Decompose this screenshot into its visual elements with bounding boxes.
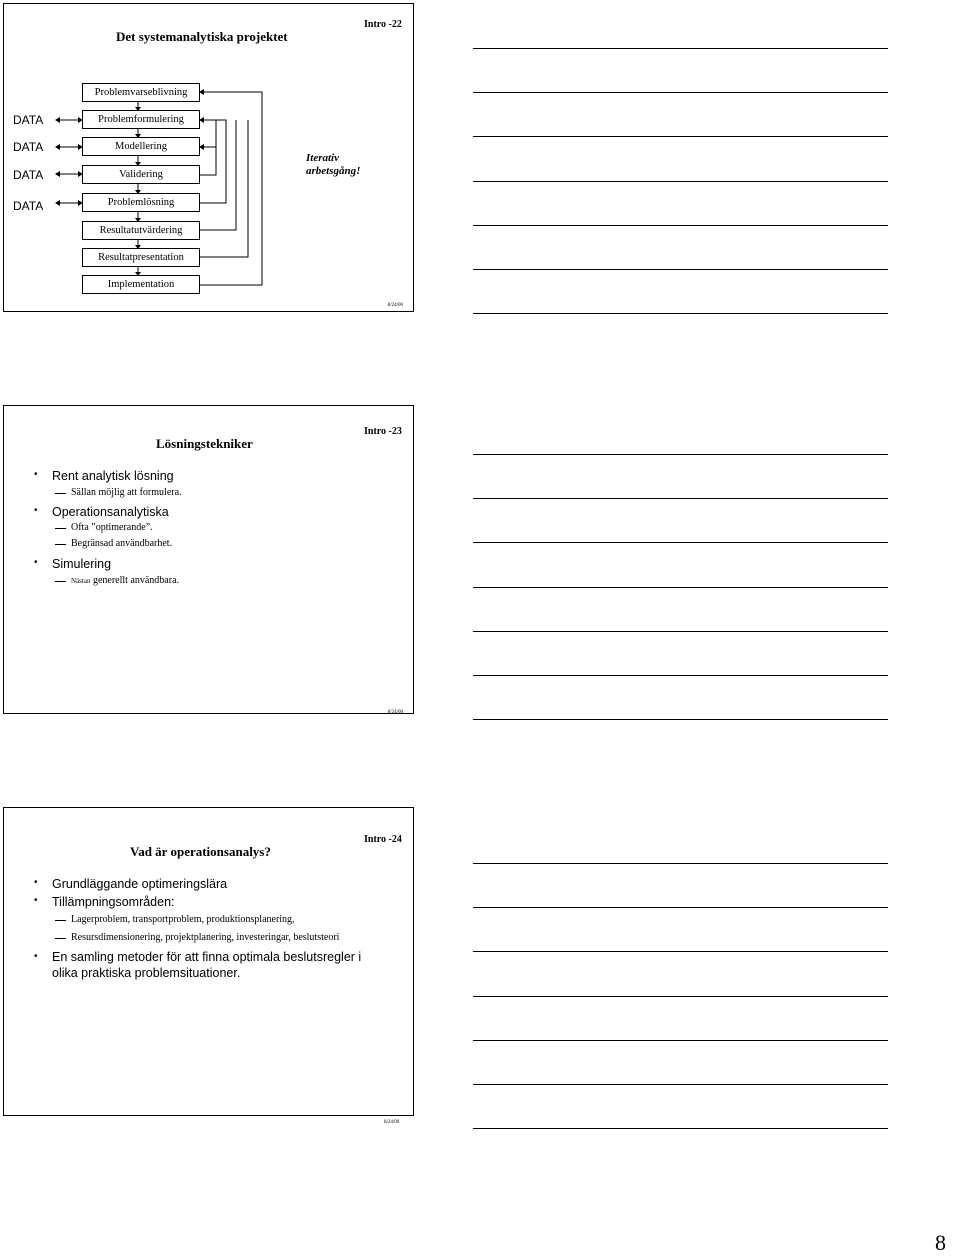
note-line (473, 498, 888, 499)
note-line (473, 542, 888, 543)
note-line (473, 313, 888, 314)
iterative-note-line2: arbetsgång! (306, 165, 361, 177)
data-label: DATA (13, 113, 44, 127)
step-resultatpresentation: Resultatpresentation (82, 248, 200, 267)
slide-intro-23 (3, 405, 414, 714)
iterative-note-line1: Iterativ (306, 152, 339, 164)
sub-text: Ofta ”optimerande”. (71, 522, 153, 533)
step-validering: Validering (82, 165, 200, 184)
slide-intro-22 (3, 3, 414, 312)
bullet-text: Tillämpningsområden: (52, 895, 175, 909)
sub-bullet (71, 914, 295, 925)
note-line (473, 951, 888, 952)
note-line (473, 1084, 888, 1085)
bullet-rent-analytisk: • Rent analytisk lösning (34, 469, 174, 483)
note-line (473, 587, 888, 588)
slide-date: 8/24/00 (387, 710, 403, 715)
note-line (473, 136, 888, 137)
bullet-text: Grundläggande optimeringslära (52, 877, 228, 891)
bullet-operationsanalytiska: • Operationsanalytiska (34, 505, 169, 519)
data-label: DATA (13, 199, 44, 213)
note-line (473, 92, 888, 93)
sub-bullet (71, 522, 153, 533)
step-problemlosning: Problemlösning (82, 193, 200, 212)
note-line (473, 996, 888, 997)
note-line (473, 454, 888, 455)
note-line (473, 907, 888, 908)
data-label: DATA (13, 168, 44, 182)
iterative-note (306, 152, 360, 178)
note-line (473, 631, 888, 632)
data-label: DATA (13, 140, 44, 154)
slide-title: Vad är operationsanalys? (130, 844, 271, 859)
step-problemformulering: Problemformulering (82, 110, 200, 129)
page-number: 8 (935, 1230, 946, 1255)
sub-text: Sällan möjlig att formulera. (71, 487, 182, 498)
sub-text-small: Nästan (71, 577, 91, 585)
sub-text: Begränsad användbarhet. (71, 538, 173, 549)
bullet-text: Simulering (52, 557, 112, 571)
note-line (473, 48, 888, 49)
slide-number: Intro -24 (364, 834, 402, 845)
note-line (473, 1128, 888, 1129)
note-line (473, 1040, 888, 1041)
bullet-tillampningsomraden: • Tillämpningsområden: (34, 895, 175, 909)
slide-title: Det systemanalytiska projektet (116, 29, 288, 44)
note-line (473, 269, 888, 270)
bullet-text-line2: olika praktiska problemsituationer. (52, 966, 241, 980)
slide-date: 8/24/00 (384, 1120, 400, 1125)
slide-date: 8/24/00 (387, 303, 403, 308)
sub-text: Lagerproblem, transportproblem, produktionsplanering, (71, 914, 295, 925)
slide-number: Intro -23 (364, 426, 402, 437)
step-implementation: Implementation (82, 275, 200, 294)
bullet-text-line1: En samling metoder för att finna optimala beslutsregler i (52, 950, 362, 964)
step-resultatutvardering: Resultatutvärdering (82, 221, 200, 240)
bullet-grundlaggande: • Grundläggande optimeringslära (34, 877, 228, 891)
note-line (473, 675, 888, 676)
slide-number: Intro -22 (364, 19, 402, 30)
note-line (473, 719, 888, 720)
slide-intro-24 (3, 807, 414, 1116)
sub-text: Resursdimensionering, projektplanering, investeringar, beslutsteori (71, 932, 340, 943)
sub-bullet (71, 575, 179, 586)
note-line (473, 863, 888, 864)
bullet-text: Rent analytisk lösning (52, 469, 174, 483)
note-line (473, 181, 888, 182)
bullet-en-samling: • En samling metoder för att finna optimala beslutsregler i olika praktiska problemsituationer. (34, 950, 362, 980)
sub-bullet (71, 487, 182, 498)
bullet-simulering: • Simulering (34, 557, 112, 571)
step-problemvarseblivning: Problemvarseblivning (82, 83, 200, 102)
step-modellering: Modellering (82, 137, 200, 156)
note-line (473, 225, 888, 226)
slide-title: Lösningstekniker (156, 436, 253, 451)
bullet-text: Operationsanalytiska (52, 505, 169, 519)
sub-bullet (71, 932, 339, 943)
sub-bullet (71, 538, 172, 549)
sub-text: generellt användbara. (92, 575, 180, 586)
